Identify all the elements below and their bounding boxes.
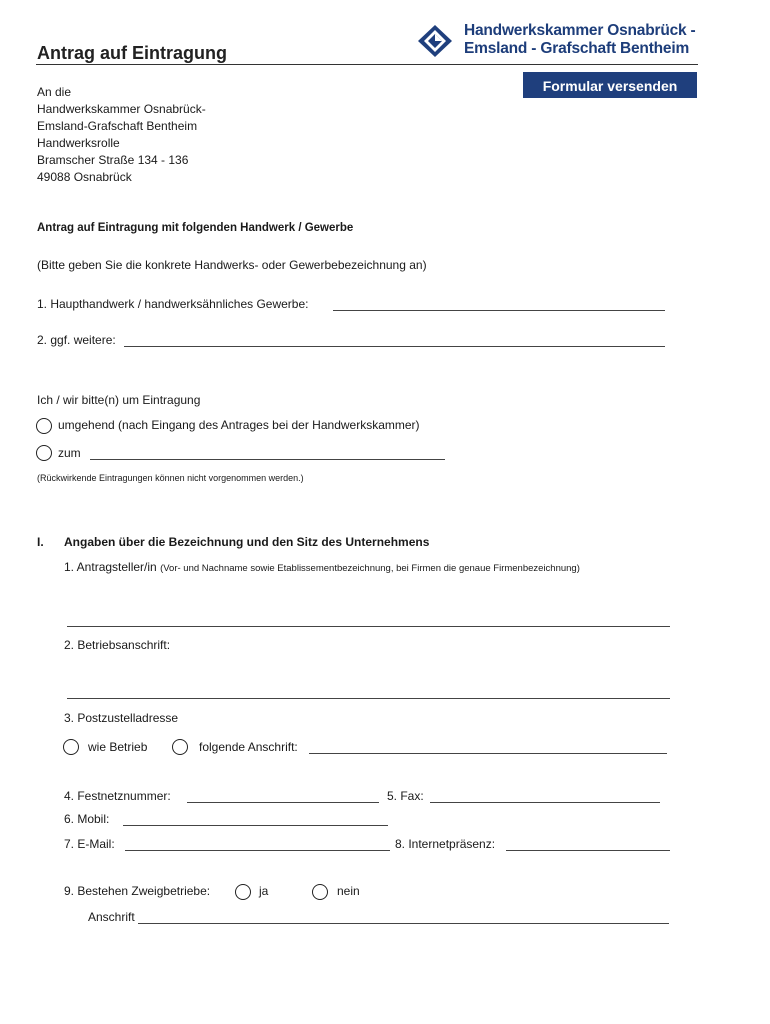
page-title: Antrag auf Eintragung bbox=[37, 43, 227, 63]
fax-label: 5. Fax: bbox=[387, 789, 424, 803]
address-line: Emsland-Grafschaft Bentheim bbox=[37, 119, 198, 133]
branches-label: 9. Bestehen Zweigbetriebe: bbox=[64, 884, 211, 898]
address-line: 49088 Osnabrück bbox=[37, 170, 132, 184]
trade-note: (Bitte geben Sie die konkrete Handwerks- oder Gewerbebezeichnung an) bbox=[37, 258, 427, 272]
chamber-logo-text bbox=[464, 22, 696, 58]
branch-address-label: Anschrift bbox=[88, 910, 135, 924]
main-trade-label: 1. Haupthandwerk / handwerksähnliches Gewerbe: bbox=[37, 297, 309, 311]
website-label: 8. Internetpräsenz: bbox=[395, 837, 496, 851]
dated-registration-radio[interactable] bbox=[36, 445, 52, 461]
section-numeral: I. bbox=[37, 535, 44, 549]
branches-yes-radio[interactable] bbox=[235, 884, 251, 900]
postal-other-address-field[interactable] bbox=[309, 743, 667, 754]
immediate-registration-radio[interactable] bbox=[36, 418, 52, 434]
postal-same-as-business-radio[interactable] bbox=[63, 739, 79, 755]
branches-no-label: nein bbox=[337, 884, 360, 898]
retroactive-note: (Rückwirkende Eintragungen können nicht vorgenommen werden.) bbox=[37, 473, 304, 483]
registration-date-field[interactable] bbox=[90, 449, 445, 460]
chamber-logo-icon bbox=[416, 24, 454, 58]
website-field[interactable] bbox=[506, 840, 670, 851]
recipient-address bbox=[37, 84, 206, 186]
applicant-label: 1. Antragsteller/in bbox=[64, 560, 157, 574]
postal-other-address-radio[interactable] bbox=[172, 739, 188, 755]
address-line: An die bbox=[37, 85, 72, 99]
immediate-registration-label: umgehend (nach Eingang des Antrages bei der Handwerkskammer) bbox=[58, 418, 420, 432]
registration-prompt: Ich / wir bitte(n) um Eintragung bbox=[37, 393, 201, 407]
trade-heading: Antrag auf Eintragung mit folgenden Handwerk / Gewerbe bbox=[37, 222, 354, 234]
postal-other-address-label: folgende Anschrift: bbox=[199, 740, 298, 754]
address-line: Handwerkskammer Osnabrück- bbox=[37, 102, 206, 116]
applicant-label-row bbox=[64, 560, 580, 574]
applicant-field[interactable] bbox=[67, 616, 670, 627]
business-address-field[interactable] bbox=[67, 688, 670, 699]
postal-same-as-business-label: wie Betrieb bbox=[88, 740, 148, 754]
business-address-label: 2. Betriebsanschrift: bbox=[64, 638, 171, 652]
main-trade-field[interactable] bbox=[333, 300, 665, 311]
further-trade-label: 2. ggf. weitere: bbox=[37, 333, 116, 347]
email-label: 7. E-Mail: bbox=[64, 837, 115, 851]
logo-line-1: Handwerkskammer Osnabrück - bbox=[464, 22, 696, 39]
address-line: Bramscher Straße 134 - 136 bbox=[37, 153, 189, 167]
section-heading: Angaben über die Bezeichnung und den Sitz des Unternehmens bbox=[64, 535, 430, 549]
dated-registration-label: zum bbox=[58, 446, 81, 460]
mobile-field[interactable] bbox=[123, 815, 388, 826]
title-rule bbox=[36, 64, 698, 65]
send-form-button[interactable]: Formular versenden bbox=[523, 72, 697, 98]
address-line: Handwerksrolle bbox=[37, 136, 120, 150]
email-field[interactable] bbox=[125, 840, 390, 851]
branches-yes-label: ja bbox=[259, 884, 269, 898]
postal-address-label: 3. Postzustelladresse bbox=[64, 711, 179, 725]
branches-no-radio[interactable] bbox=[312, 884, 328, 900]
logo-line-2: Emsland - Grafschaft Bentheim bbox=[464, 40, 690, 57]
applicant-hint: (Vor- und Nachname sowie Etablissementbezeichnung, bei Firmen die genaue Firmenbezeichnung) bbox=[160, 563, 580, 574]
further-trade-field[interactable] bbox=[124, 336, 665, 347]
branch-address-field[interactable] bbox=[138, 913, 669, 924]
landline-field[interactable] bbox=[187, 792, 379, 803]
landline-label: 4. Festnetznummer: bbox=[64, 789, 171, 803]
fax-field[interactable] bbox=[430, 792, 660, 803]
mobile-label: 6. Mobil: bbox=[64, 812, 110, 826]
